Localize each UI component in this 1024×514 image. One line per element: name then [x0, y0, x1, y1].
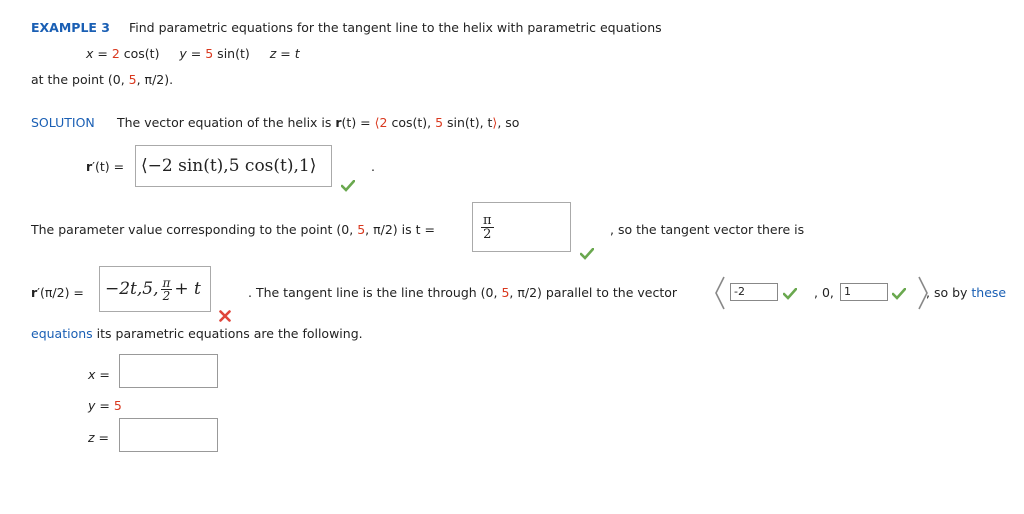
solution-mid1: cos(t), — [387, 115, 436, 130]
vector-x-input[interactable]: -2 — [730, 283, 778, 301]
example-prompt: Find parametric equations for the tangent line to the helix with parametric equations — [129, 20, 662, 35]
pi-over-2-fraction — [481, 214, 494, 241]
parameter-after: , so the tangent vector there is — [610, 222, 805, 237]
point-five: 5 — [128, 72, 137, 87]
x-func: cos(t) — [119, 46, 160, 61]
tangent-r: r — [31, 285, 38, 300]
parameter-num: π — [483, 212, 492, 228]
vector-z-input[interactable]: 1 — [840, 283, 888, 301]
tangent-sentence-b: , π/2) parallel to the vector — [509, 285, 678, 300]
helix-equations — [86, 46, 300, 61]
solution-r: r — [335, 115, 342, 130]
parameter-den: 2 — [483, 226, 492, 242]
cross-icon — [219, 310, 231, 322]
derivative-label — [86, 159, 124, 174]
tangent-answer-num: π — [162, 275, 171, 290]
x-answer-input[interactable] — [119, 354, 218, 388]
tangent-pi-fraction — [161, 277, 173, 302]
z-answer-input[interactable] — [119, 418, 218, 452]
equations-link[interactable]: equations — [31, 326, 93, 341]
derivative-trailing: . — [371, 159, 375, 174]
y-answer-row — [88, 398, 122, 413]
vector-end — [926, 285, 1006, 300]
parameter-text1: The parameter value corresponding to the point (0, — [31, 222, 358, 237]
y-prefix: y = — [179, 46, 206, 61]
x-prefix: x = — [86, 46, 112, 61]
solution-r-paren: (t) = — [341, 115, 375, 130]
tangent-sentence-a: . The tangent line is the line through (0, — [248, 285, 502, 300]
z-answer-label: z = — [88, 430, 110, 445]
tangent-answer-b: + t — [174, 279, 201, 299]
parameter-text — [31, 222, 435, 237]
solution-close-angle: ⟩ — [492, 115, 498, 130]
point-prefix: at the point (0, — [31, 72, 129, 87]
solution-text1: The vector equation of the helix is — [117, 115, 336, 130]
tangent-answer-den: 2 — [162, 288, 171, 303]
y-coef: 5 — [205, 46, 214, 61]
example-label: EXAMPLE 3 — [31, 20, 111, 35]
check-icon — [783, 288, 797, 300]
derivative-answer-input[interactable] — [135, 145, 332, 187]
tangent-answer-a: −2t,5, — [105, 279, 159, 299]
solution-coef5: 5 — [435, 115, 444, 130]
point-suffix: , π/2). — [136, 72, 174, 87]
parameter-text2: , π/2) is t = — [365, 222, 435, 237]
derivative-r: r — [86, 159, 93, 174]
parameter-answer-input[interactable] — [472, 202, 571, 252]
tangent-rest: ′(π/2) = — [37, 285, 84, 300]
equations-rest: its parametric equations are the following. — [92, 326, 363, 341]
y-func: sin(t) — [213, 46, 250, 61]
derivative-rest: ′(t) = — [92, 159, 125, 174]
vector-end-text: , so by — [926, 285, 972, 300]
solution-text — [117, 115, 519, 130]
point-line — [31, 72, 173, 87]
tangent-five: 5 — [501, 285, 510, 300]
tangent-answer-input[interactable] — [99, 266, 211, 312]
solution-coef2: 2 — [379, 115, 388, 130]
these-link[interactable]: these — [971, 285, 1007, 300]
x-coef: 2 — [111, 46, 120, 61]
parameter-five: 5 — [357, 222, 366, 237]
solution-mid2: sin(t), t — [443, 115, 493, 130]
check-icon — [580, 248, 594, 260]
solution-label: SOLUTION — [31, 115, 95, 130]
solution-open-angle: ⟨ — [374, 115, 380, 130]
vector-middle: , 0, — [814, 285, 834, 300]
left-angle-bracket-icon — [714, 276, 726, 310]
check-icon — [341, 180, 355, 192]
tangent-label — [31, 285, 84, 300]
y-answer-label: y = — [88, 398, 110, 413]
solution-so: , so — [497, 115, 520, 130]
derivative-answer-text: ⟨−2 sin(t),5 cos(t),1⟩ — [141, 156, 317, 176]
z-eq: z = t — [269, 46, 300, 61]
tangent-sentence — [248, 285, 677, 300]
equations-line — [31, 326, 363, 341]
x-answer-label: x = — [88, 367, 110, 382]
check-icon — [892, 288, 906, 300]
y-answer-value: 5 — [113, 398, 122, 413]
